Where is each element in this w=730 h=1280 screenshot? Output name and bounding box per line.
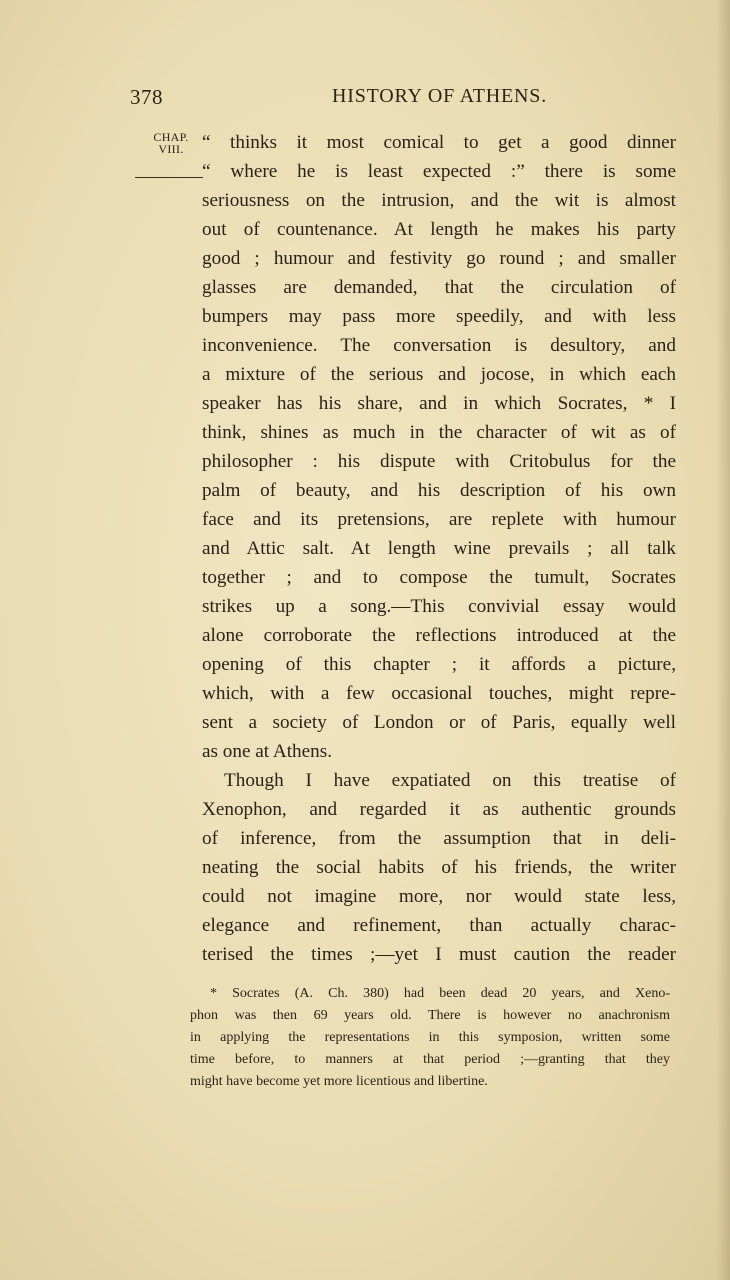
text-line: philosopher : his dispute with Critobulus for the <box>202 451 676 472</box>
text-line: palm of beauty, and his description of his own <box>202 480 676 501</box>
running-title: HISTORY OF ATHENS. <box>332 85 547 107</box>
text-line: alone corroborate the reflections introduced at the <box>202 625 676 646</box>
text-line: “ thinks it most comical to get a good dinner <box>202 132 676 153</box>
text-line: seriousness on the intrusion, and the wit is almost <box>202 190 676 211</box>
paragraph-first-line: Though I have expatiated on this treatise of <box>224 770 676 791</box>
margin-rule <box>135 177 203 178</box>
chapter-label: CHAP. <box>153 130 189 144</box>
text-line: good ; humour and festivity go round ; and smaller <box>202 248 676 269</box>
running-head <box>0 85 730 113</box>
chapter-margin-note <box>144 131 198 155</box>
text-line: sent a society of London or of Paris, equally well <box>202 712 676 733</box>
text-line: face and its pretensions, are replete with humour <box>202 509 676 530</box>
text-line: out of countenance. At length he makes his party <box>202 219 676 240</box>
text-line: opening of this chapter ; it affords a picture, <box>202 654 676 675</box>
text-line: inconvenience. The conversation is desultory, and <box>202 335 676 356</box>
text-line: glasses are demanded, that the circulation of <box>202 277 676 298</box>
text-line: and Attic salt. At length wine prevails ; all talk <box>202 538 676 559</box>
text-line: “ where he is least expected :” there is some <box>202 161 676 182</box>
text-line: together ; and to compose the tumult, Socrates <box>202 567 676 588</box>
text-line: speaker has his share, and in which Socrates, * I <box>202 393 676 414</box>
footnote-line: might have become yet more licentious and libertine. <box>190 1074 488 1089</box>
footnote-line: in applying the representations in this symposion, written some <box>190 1030 670 1045</box>
text-line: think, shines as much in the character of wit as of <box>202 422 676 443</box>
footnote-line: time before, to manners at that period ;—granting that they <box>190 1052 670 1067</box>
text-line: bumpers may pass more speedily, and with less <box>202 306 676 327</box>
text-line: terised the times ;—yet I must caution the reader <box>202 944 676 965</box>
footnote-line: * Socrates (A. Ch. 380) had been dead 20 years, and Xeno- <box>210 986 670 1001</box>
text-line: Xenophon, and regarded it as authentic grounds <box>202 799 676 820</box>
body-text <box>202 128 676 969</box>
footnote-line: phon was then 69 years old. There is however no anachronism <box>190 1008 670 1023</box>
page-number: 378 <box>130 85 163 109</box>
footnote <box>190 983 670 1093</box>
page-edge-shadow <box>716 0 730 1280</box>
text-line: could not imagine more, nor would state less, <box>202 886 676 907</box>
text-line: as one at Athens. <box>202 741 333 762</box>
text-line: which, with a few occasional touches, might repre- <box>202 683 676 704</box>
chapter-number: VIII. <box>158 142 184 156</box>
text-line: strikes up a song.—This convivial essay would <box>202 596 676 617</box>
text-line: a mixture of the serious and jocose, in which each <box>202 364 676 385</box>
text-line: of inference, from the assumption that in deli- <box>202 828 676 849</box>
text-line: elegance and refinement, than actually charac- <box>202 915 676 936</box>
text-line: neating the social habits of his friends, the writer <box>202 857 676 878</box>
